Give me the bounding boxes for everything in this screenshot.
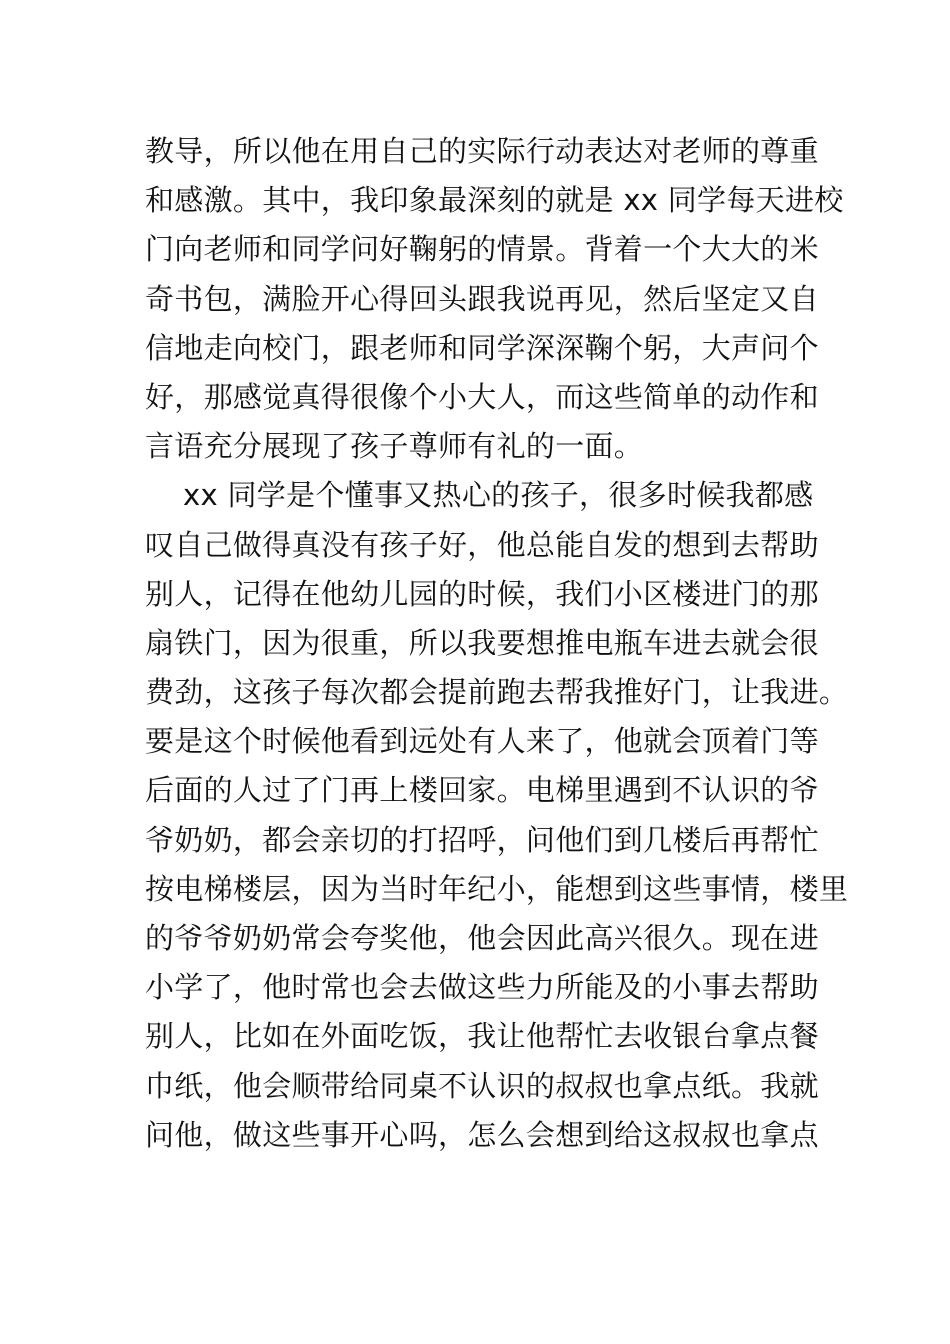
text-line: 的爷爷奶奶常会夸奖他，他会因此高兴很久。现在进 — [145, 921, 819, 955]
text-line: 巾纸，他会顺带给同桌不认识的叔叔也拿点纸。我就 — [145, 1068, 819, 1103]
text-line: 信地走向校门，跟老师和同学深深鞠个躬，大声问个 — [145, 330, 819, 365]
text-line: 爷奶奶，都会亲切的打招呼，问他们到几楼后再帮忙 — [145, 822, 819, 857]
text-line: 和感激。其中，我印象最深刻的就是 xx 同学每天进校 — [145, 183, 844, 218]
paragraph-start-line: xx 同学是个懂事又热心的孩子，很多时候我都感 — [183, 478, 814, 513]
text-line: 叹自己做得真没有孩子好，他总能自发的想到去帮助 — [145, 527, 819, 562]
text-line: 问他，做这些事开心吗，怎么会想到给这叔叔也拿点 — [145, 1117, 819, 1152]
text-line: 按电梯楼层，因为当时年纪小，能想到这些事情，楼里 — [145, 871, 849, 906]
text-line: 后面的人过了门再上楼回家。电梯里遇到不认识的爷 — [145, 773, 819, 808]
text-line: 教导，所以他在用自己的实际行动表达对老师的尊重 — [145, 134, 819, 168]
text-line: 奇书包，满脸开心得回头跟我说再见，然后坚定又自 — [145, 281, 819, 316]
text-line: 门向老师和同学问好鞠躬的情景。背着一个大大的米 — [145, 232, 819, 267]
text-line: 小学了，他时常也会去做这些力所能及的小事去帮助 — [145, 970, 819, 1005]
text-line: 扇铁门，因为很重，所以我要想推电瓶车进去就会很 — [145, 625, 819, 660]
text-line: 别人，比如在外面吃饭，我让他帮忙去收银台拿点餐 — [145, 1019, 819, 1054]
text-line: 言语充分展现了孩子尊师有礼的一面。 — [145, 429, 644, 464]
text-line: 好，那感觉真得很像个小大人，而这些简单的动作和 — [145, 379, 819, 414]
text-line: 别人，记得在他幼儿园的时候，我们小区楼进门的那 — [145, 576, 819, 611]
text-line: 费劲，这孩子每次都会提前跑去帮我推好门，让我进。 — [145, 675, 849, 710]
body-text — [145, 127, 849, 1160]
text-line: 要是这个时候他看到远处有人来了，他就会顶着门等 — [145, 724, 819, 759]
